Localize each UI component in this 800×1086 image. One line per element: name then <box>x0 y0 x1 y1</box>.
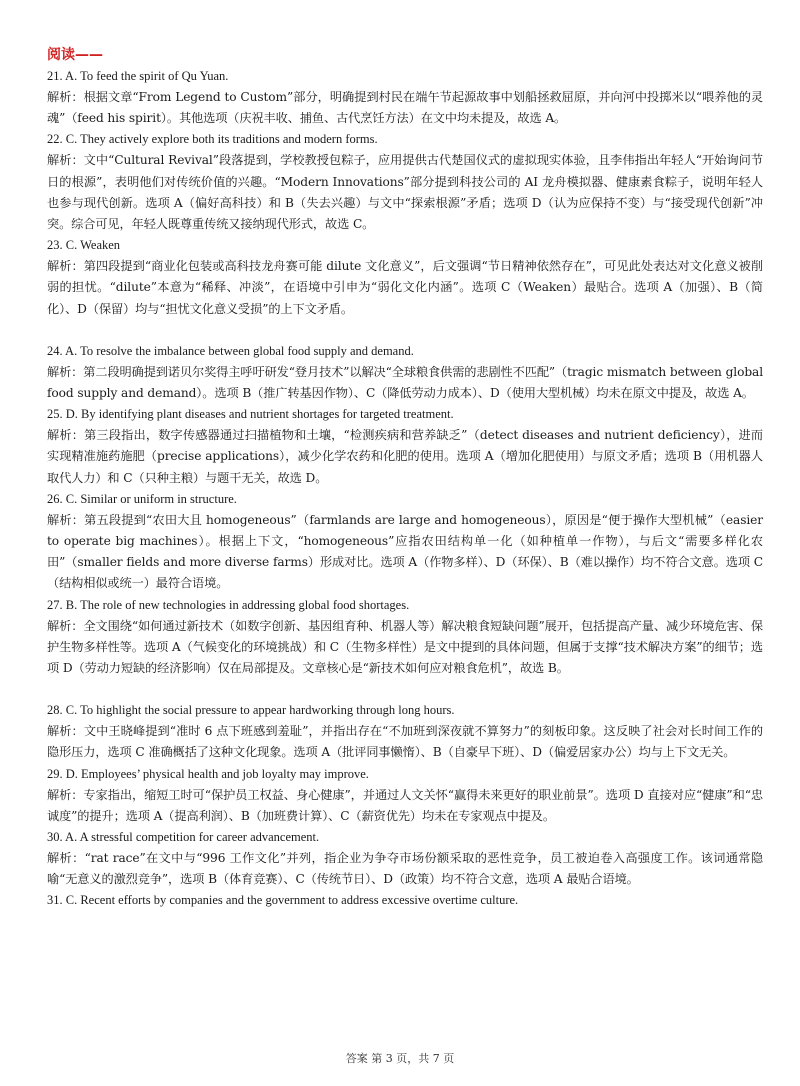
answer-line: 23. C. Weaken <box>47 238 121 253</box>
answer-content <box>47 44 763 911</box>
answer-line: 31. C. Recent efforts by companies and the government to address excessive overtime culture. <box>47 893 519 908</box>
explanation-text: 解析：专家指出，缩短工时可“保护员工权益、身心健康”，并通过人文关怀“赢得未来更好的职业前景”。选项 D 直接对应“健康”和“忠诚度”的提升；选项 A（提高利润）、B（加班费计算）、C（薪资优先）均未在专家观点中提及。 <box>47 787 763 823</box>
answer-item <box>47 827 763 890</box>
answer-line: 26. C. Similar or uniform in structure. <box>47 491 237 506</box>
answer-item <box>47 341 763 404</box>
explanation-text: 解析：第四段提到“商业化包装或高科技龙舟赛可能 dilute 文化意义”，后文强调“节日精神依然存在”，可见此处表达对文化意义被削弱的担忧。“dilute”本意为“稀释、冲淡”，在语境中引申为“弱化文化内涵”。选项 C（Weaken）最贴合。选项 A（加强）、B（简化）、D（保留）均与“担忧文化意义受损”的上下文矛盾。 <box>47 259 763 316</box>
page-footer: 答案 第 3 页，共 7 页 <box>345 1052 455 1065</box>
answer-item <box>47 764 763 827</box>
section-gap <box>47 320 763 341</box>
answer-item <box>47 66 763 129</box>
answer-line: 27. B. The role of new technologies in addressing global food shortages. <box>47 597 410 612</box>
answer-line: 24. A. To resolve the imbalance between global food supply and demand. <box>47 343 414 358</box>
section-gap <box>47 679 763 700</box>
answer-item <box>47 890 763 911</box>
answer-item <box>47 129 763 235</box>
explanation-text: 解析：“rat race”在文中与“996 工作文化”并列，指企业为争夺市场份额采取的恶性竞争，员工被迫卷入高强度工作。该词通常隐喻“无意义的激烈竞争”，选项 B（体育竞赛）、C（传统节日）、D（政策）均不符合文意，选项 A 最贴合语境。 <box>47 851 763 887</box>
answer-line: 29. D. Employees’ physical health and job loyalty may improve. <box>47 766 369 781</box>
answer-item <box>47 489 763 595</box>
explanation-text: 解析：第二段明确提到诺贝尔奖得主呼吁研发“登月技术”以解决“全球粮食供需的悲剧性不匹配”（tragic mismatch between global food supply and demand）。选项 B（推广转基因作物）、C（降低劳动力成本）、D（使用大型机械）均未在原文中提及，故选 A。 <box>47 364 763 401</box>
answer-line: 30. A. A stressful competition for career advancement. <box>47 830 320 845</box>
answer-item <box>47 404 763 489</box>
section-title: 阅读—— <box>47 47 103 63</box>
answer-line: 22. C. They actively explore both its traditions and modern forms. <box>47 132 378 147</box>
explanation-text: 解析：文中“Cultural Revival”段落提到，学校教授包粽子，应用提供古代楚国仪式的虚拟现实体验，且李伟指出年轻人“开始询问节日的根源”，表明他们对传统价值的兴趣。“Modern Innovations”部分提到科技公司的 AI 龙舟模拟器、健康素食粽子，说明年轻人也参与现代创新。选项 A（偏好高科技）和 B（失去兴趣）与文中“探索根源”矛盾；选项 D（认为应保持不变）与“接受现代创新”冲突。综合可见，年轻人既尊重传统又接纳现代形式，故选 C。 <box>47 153 763 232</box>
answer-line: 28. C. To highlight the social pressure to appear hardworking through long hours. <box>47 703 455 718</box>
explanation-text: 解析：全文围绕“如何通过新技术（如数字创新、基因组育种、机器人等）解决粮食短缺问题”展开，包括提高产量、减少环境危害、保护生物多样性等。选项 A（气候变化的环境挑战）和 C（生物多样性）是文中提到的具体问题，但属于支撑“技术解决方案”的细节；选项 D（劳动力短缺的经济影响）仅在局部提及。文章核心是“新技术如何应对粮食危机”，故选 B。 <box>47 618 763 676</box>
explanation-text: 解析：文中王晓峰提到“准时 6 点下班感到羞耻”，并指出存在“不加班到深夜就不算努力”的刻板印象。这反映了社会对长时间工作的隐形压力，选项 C 准确概括了这种文化现象。选项 A（批评同事懒惰）、B（自豪早下班）、D（偏爱居家办公）均与上下文无关。 <box>47 724 763 760</box>
answer-line: 25. D. By identifying plant diseases and nutrient shortages for targeted treatment. <box>47 407 454 422</box>
answer-item <box>47 700 763 763</box>
explanation-text: 解析：第三段指出，数字传感器通过扫描植物和土壤，“检测疾病和营养缺乏”（detect diseases and nutrient deficiency），进而实现精准施药施肥（precise applications），减少化学农药和化肥的使用。选项 A（增加化肥使用）与原文矛盾；选项 B（用机器人取代人力）和 C（只种主粮）与题干无关，故选 D。 <box>47 428 763 485</box>
explanation-text: 解析：根据文章“From Legend to Custom”部分，明确提到村民在端午节起源故事中划船拯救屈原，并向河中投掷米以“喂养他的灵魂”（feed his spirit）。其他选项（庆祝丰收、捕鱼、古代烹饪方法）在文中均未提及，故选 A。 <box>47 90 763 126</box>
answer-item <box>47 235 763 320</box>
answer-line: 21. A. To feed the spirit of Qu Yuan. <box>47 69 229 83</box>
explanation-text: 解析：第五段提到“农田大且 homogeneous”（farmlands are large and homogeneous），原因是“便于操作大型机械”（easier to operate big machines）。根据上下文，“homogeneous”应指农田结构单一化（如种植单一作物），与后文“需要多样化农田”（smaller fields and more diverse farms）形成对比。选项 A（作物多样）、D（环保）、B（难以操作）均不符合文意。选项 C（结构相似或统一）最符合语境。 <box>47 512 763 591</box>
answer-item <box>47 595 763 680</box>
